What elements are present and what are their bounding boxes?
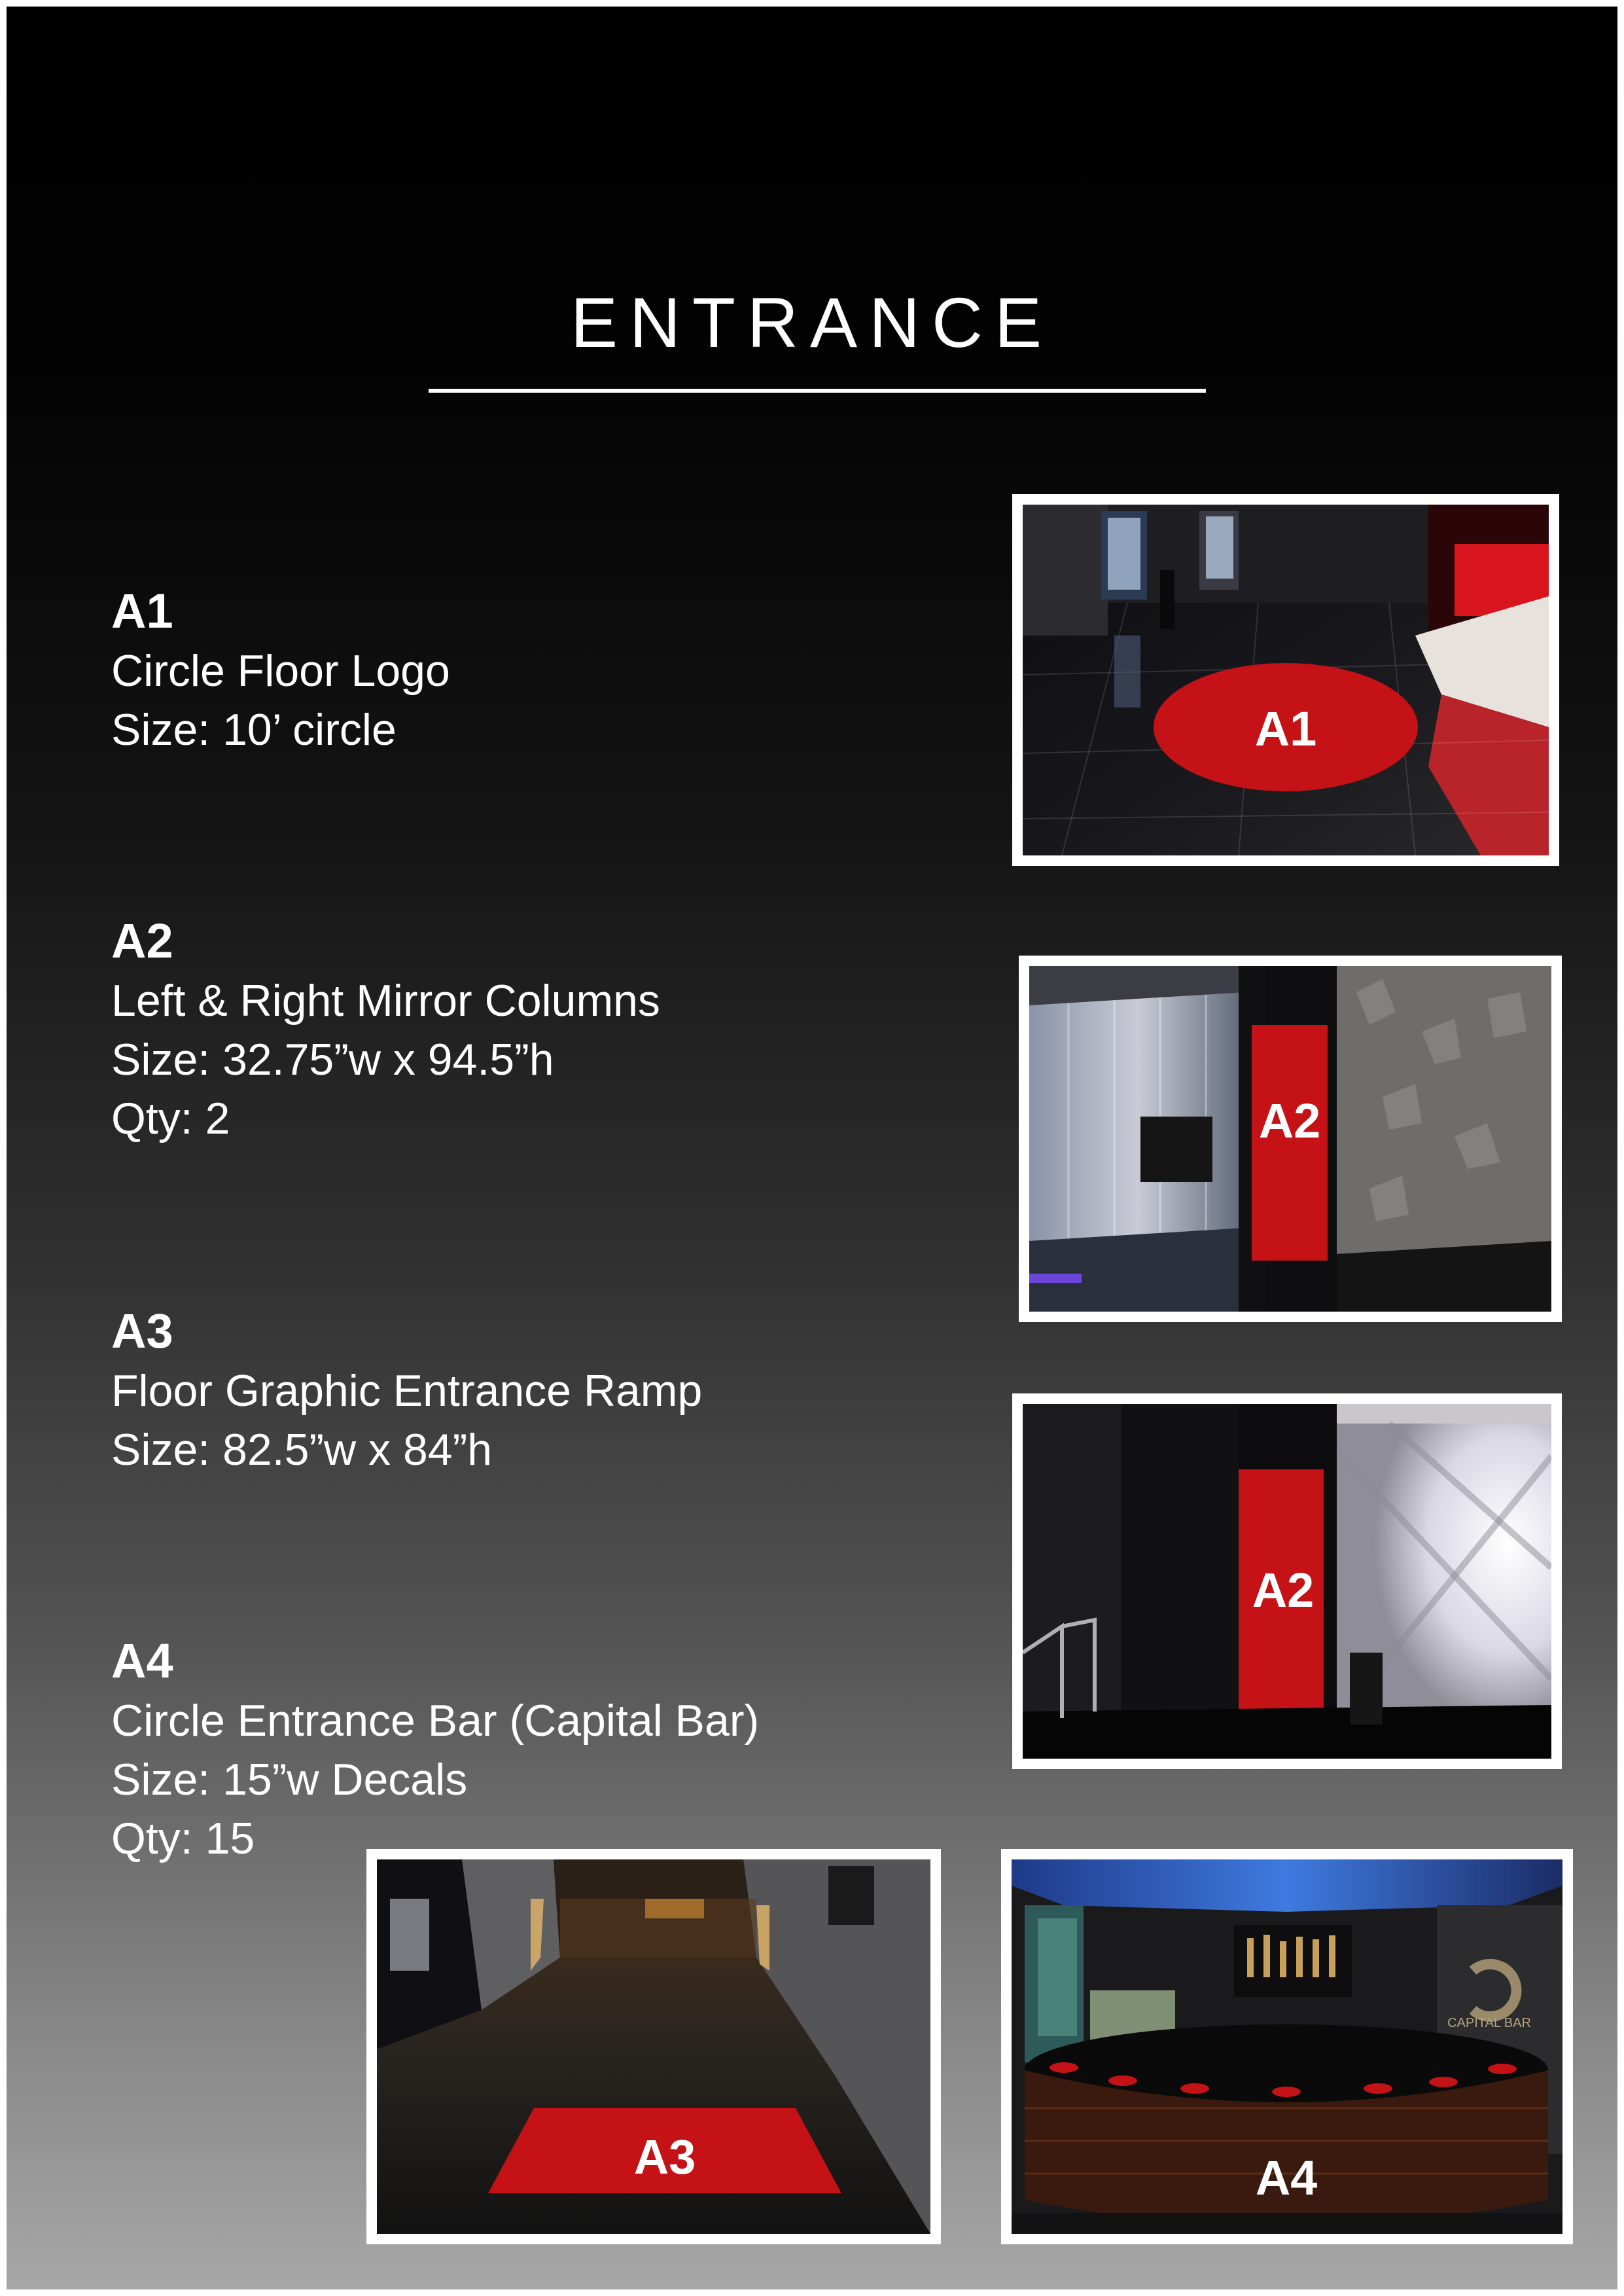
item-description: Circle Floor Logo [111,646,450,696]
photo-a2-left-image [1029,966,1551,1312]
item-code: A1 [111,584,173,638]
title-underline [429,389,1206,393]
item-size: Size: 10’ circle [111,705,397,755]
item-a1 [111,581,450,759]
item-a2 [111,911,660,1148]
photo-a2-right-image [1023,1404,1551,1759]
page-title: ENTRANCE [570,283,1054,362]
entrance-page [7,7,1617,2289]
photo-a1-label: A1 [1254,702,1317,756]
item-quantity: Qty: 15 [111,1814,255,1863]
item-code: A4 [111,1634,173,1688]
photo-a2-right-label: A2 [1252,1563,1315,1617]
photo-a3-entrance-ramp [366,1849,941,2244]
photo-a2-left-label: A2 [1258,1094,1321,1148]
photo-a4-capital-bar [1001,1849,1573,2244]
photo-a3-image [377,1859,930,2234]
item-description: Floor Graphic Entrance Ramp [111,1366,703,1416]
photo-a4-label: A4 [1255,2151,1318,2205]
photo-a3-label: A3 [633,2130,696,2184]
item-a4 [111,1631,759,1868]
item-a3 [111,1301,702,1479]
photo-a2-mirror-column-right [1012,1393,1562,1769]
item-code: A3 [111,1304,173,1358]
photo-a4-image [1012,1859,1562,2234]
capital-bar-sign: CAPITAL BAR [1447,2016,1531,2030]
photo-a1-lobby-floor [1012,494,1559,866]
photo-a1-image [1023,505,1549,855]
photo-a2-mirror-column-left [1019,956,1562,1322]
item-description: Left & Right Mirror Columns [111,976,660,1026]
item-size: Size: 82.5”w x 84”h [111,1425,493,1475]
item-quantity: Qty: 2 [111,1094,230,1143]
item-description: Circle Entrance Bar (Capital Bar) [111,1696,760,1746]
item-size: Size: 32.75”w x 94.5”h [111,1035,554,1085]
item-code: A2 [111,914,173,968]
item-size: Size: 15”w Decals [111,1755,468,1804]
